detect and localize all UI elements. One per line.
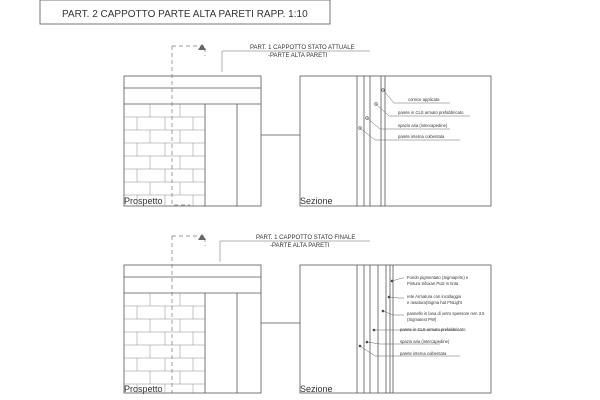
- note-parete-interna: parete interna coibentata: [398, 134, 445, 139]
- note-parete-cls: parete in CLS armato prefabbricato: [398, 110, 464, 115]
- note-parete-interna: parete interna coibentata: [400, 351, 447, 356]
- note-spazio-aria: spazio aria (intercapedine): [398, 123, 448, 128]
- detail-1-subheading: -PARTE ALTA PARETI: [268, 53, 328, 59]
- detail-1-annotations: [359, 89, 470, 140]
- detail-2-elevation: [124, 234, 261, 393]
- note-pannello-1: pannello in lana di vetro spessore mm 3.5: [407, 311, 485, 316]
- brick-pattern: [124, 104, 205, 206]
- detail-1-elevation: [124, 44, 261, 206]
- note-fondo-2: Pintura Siloxan Putz in tinta: [407, 281, 459, 286]
- detail-2-stato-finale: [124, 234, 491, 394]
- detail-1-stato-attuale: [124, 44, 491, 206]
- note-fondo-1: Fondo pigmentato (Sigmaprim) e: [407, 275, 469, 280]
- note-parete-cls: parete in CLS armato prefabbricato: [400, 327, 466, 332]
- detail-1-heading: PART. 1 CAPPOTTO STATO ATTUALE: [250, 45, 355, 51]
- detail-1-label-prospetto: Prospetto: [124, 196, 163, 206]
- note-rete-2: e rasatura(Sigma hat FNLight: [407, 300, 462, 305]
- note-pannello-2: (Sigmatext PW): [407, 317, 437, 322]
- note-rete-1: rete Armatura con incollaggio: [407, 294, 462, 299]
- detail-2-label-prospetto: Prospetto: [124, 384, 163, 394]
- brick-pattern: [124, 293, 205, 393]
- detail-2-label-sezione: Sezione: [300, 384, 333, 394]
- section-cut-line: [172, 236, 190, 393]
- section-cut-line: [172, 46, 190, 205]
- note-spazio-aria: spazio aria (intercapedine): [400, 339, 450, 344]
- detail-1-section: [300, 76, 491, 206]
- detail-1-label-sezione: Sezione: [300, 196, 333, 206]
- note-cornice: cornice applicata: [408, 97, 440, 102]
- detail-2-subheading: -PARTE ALTA PARETI: [270, 243, 330, 249]
- detail-2-heading: PART. 1 CAPPOTTO STATO FINALE: [256, 235, 356, 241]
- drawing-title: PART. 2 CAPPOTTO PARTE ALTA PARETI RAPP. 1:10: [62, 9, 308, 20]
